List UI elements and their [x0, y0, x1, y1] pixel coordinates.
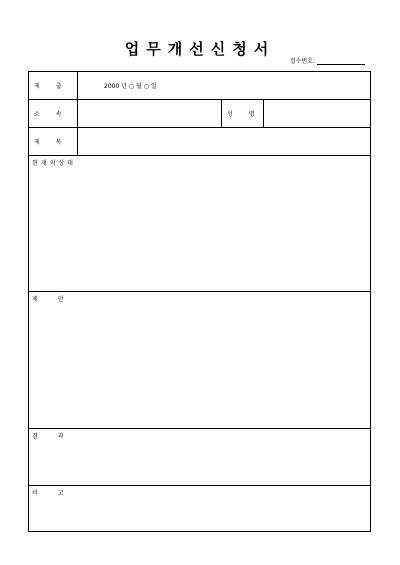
proposal-section[interactable] [29, 292, 370, 429]
application-form [28, 71, 371, 532]
name-field[interactable] [264, 100, 370, 127]
receipt-number-field[interactable] [317, 58, 365, 65]
current-state-label: 현재의상태 [32, 160, 76, 167]
subject-label: 제 목 [34, 139, 69, 146]
affiliation-row [29, 100, 370, 128]
proposal-label: 제 안 [32, 296, 73, 303]
subject-row [29, 128, 370, 156]
result-section[interactable] [29, 429, 370, 486]
result-label: 결 과 [32, 433, 73, 440]
affiliation-label: 소 속 [34, 111, 69, 118]
subject-field[interactable] [78, 128, 370, 155]
remarks-section[interactable] [29, 486, 370, 532]
name-label: 성 명 [227, 111, 262, 118]
divider [77, 72, 78, 99]
submit-row [29, 72, 370, 100]
submit-label: 제 출 [34, 83, 69, 90]
remarks-label: 비 고 [32, 490, 73, 497]
current-state-section[interactable] [29, 156, 370, 292]
receipt-number-label: 접수번호: [289, 58, 315, 65]
form-title: 업무개선신청서 [124, 40, 276, 58]
submit-date[interactable]: 2000 년 ○ 월 ○ 일 [104, 83, 157, 90]
receipt-number [290, 56, 365, 65]
affiliation-field[interactable] [78, 100, 221, 127]
